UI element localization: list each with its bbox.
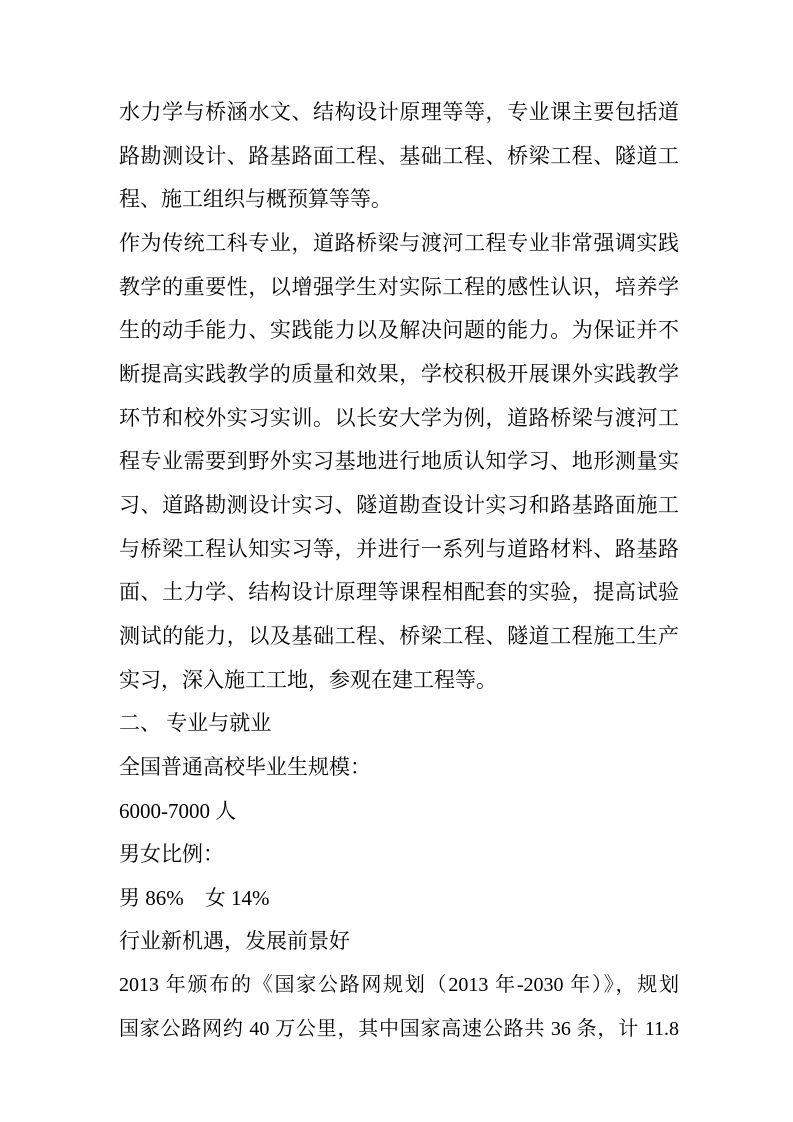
document-body (119, 91, 679, 1051)
text-line: 测试的能力，以及基础工程、桥梁工程、隧道工程施工生产 (119, 623, 679, 648)
text-line: 教学的重要性，以增强学生对实际工程的感性认识，培养学 (119, 274, 679, 299)
text-line: 与桥梁工程认知实习等，并进行一系列与道路材料、路基路 (119, 536, 679, 561)
text-line: 男女比例： (119, 842, 224, 867)
text-line: 面、土力学、结构设计原理等课程相配套的实验，提高试验 (119, 580, 679, 605)
text-line: 2013 年颁布的《国家公路网规划（2013 年-2030 年）》，规划 (119, 974, 679, 997)
text-line: 全国普通高校毕业生规模： (119, 754, 371, 779)
text-line: 国家公路网约 40 万公里，其中国家高速公路共 36 条，计 11.8 (119, 1017, 679, 1040)
text-line: 环节和校外实习实训。以长安大学为例，道路桥梁与渡河工 (119, 405, 679, 430)
text-line: 实习，深入施工工地，参观在建工程等。 (119, 667, 497, 692)
text-line: 习、道路勘测设计实习、隧道勘查设计实习和路基路面施工 (119, 492, 679, 517)
text-line: 6000-7000 人 (119, 798, 237, 823)
text-line: 行业新机遇，发展前景好 (119, 929, 350, 954)
text-line: 作为传统工科专业，道路桥梁与渡河工程专业非常强调实践 (119, 230, 679, 255)
section-heading: 二、 专业与就业 (119, 711, 272, 736)
text-line: 程、施工组织与概预算等等。 (119, 187, 392, 212)
text-line: 断提高实践教学的质量和效果，学校积极开展课外实践教学 (119, 361, 679, 386)
text-line: 生的动手能力、实践能力以及解决问题的能力。为保证并不 (119, 318, 679, 343)
text-line: 程专业需要到野外实习基地进行地质认知学习、地形测量实 (119, 449, 679, 474)
text-line: 路勘测设计、路基路面工程、基础工程、桥梁工程、隧道工 (119, 143, 679, 168)
text-line: 男 86% 女 14% (119, 885, 270, 910)
text-line: 水力学与桥涵水文、结构设计原理等等，专业课主要包括道 (119, 100, 679, 124)
